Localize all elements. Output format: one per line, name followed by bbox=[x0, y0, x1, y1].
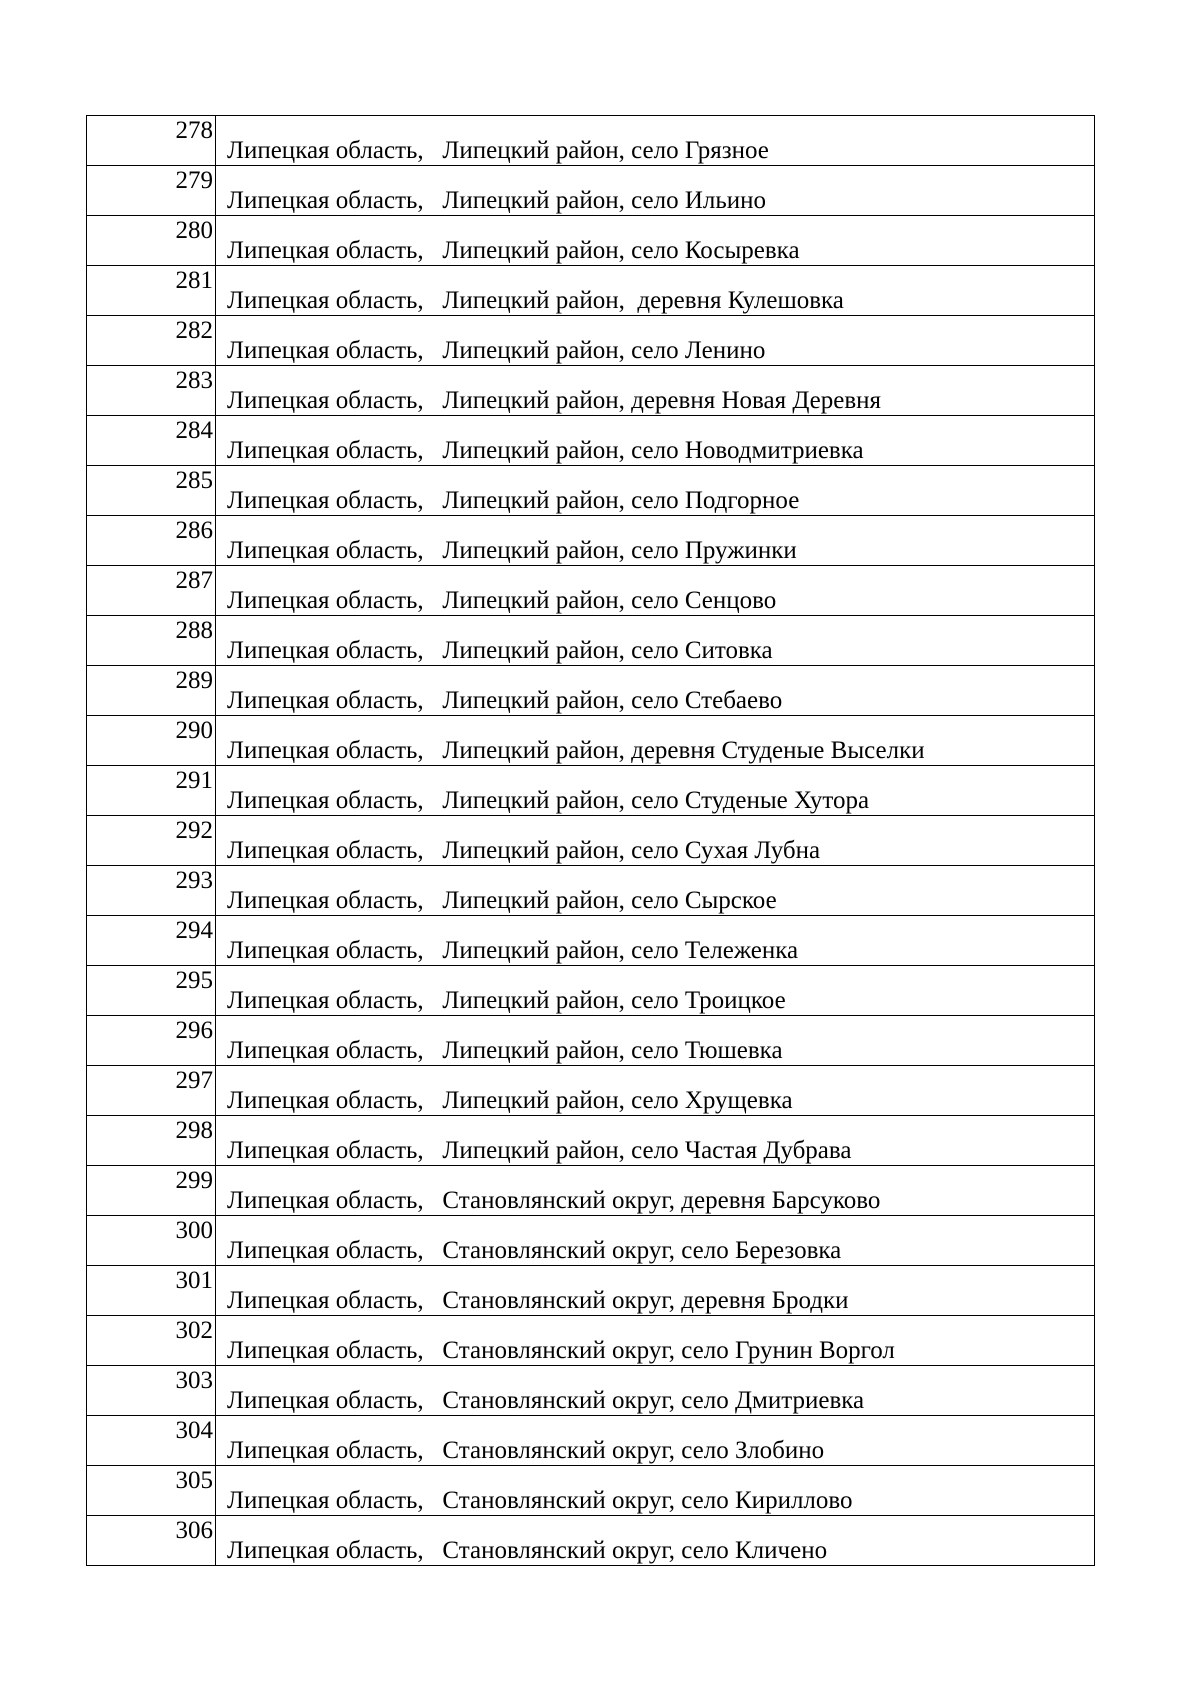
row-number: 305 bbox=[175, 1467, 213, 1494]
settlement-name: Липецкий район, село Косыревка bbox=[442, 237, 800, 264]
table-row bbox=[87, 1416, 1095, 1466]
row-number-cell bbox=[87, 1366, 216, 1416]
row-number-cell bbox=[87, 916, 216, 966]
row-number-cell bbox=[87, 616, 216, 666]
region-name: Липецкая область, bbox=[227, 1337, 424, 1364]
region-name: Липецкая область, bbox=[227, 237, 424, 264]
row-number: 287 bbox=[175, 567, 213, 594]
location-cell bbox=[216, 1516, 1095, 1566]
location-text bbox=[227, 887, 777, 915]
row-number-cell bbox=[87, 1216, 216, 1266]
row-number: 279 bbox=[175, 167, 213, 194]
region-name: Липецкая область, bbox=[227, 1237, 424, 1264]
row-number-cell bbox=[87, 466, 216, 516]
row-number: 288 bbox=[175, 617, 213, 644]
table-row bbox=[87, 566, 1095, 616]
row-number: 296 bbox=[175, 1017, 213, 1044]
row-number-cell bbox=[87, 316, 216, 366]
settlement-name: Липецкий район, село Хрущевка bbox=[442, 1087, 793, 1114]
region-name: Липецкая область, bbox=[227, 1487, 424, 1514]
table-row bbox=[87, 716, 1095, 766]
row-number-cell bbox=[87, 666, 216, 716]
region-name: Липецкая область, bbox=[227, 1037, 424, 1064]
settlement-name: Становлянский округ, деревня Барсуково bbox=[442, 1187, 881, 1214]
location-text bbox=[227, 287, 844, 315]
location-cell bbox=[216, 1316, 1095, 1366]
settlement-name: Липецкий район, село Ситовка bbox=[442, 637, 773, 664]
location-text bbox=[227, 337, 765, 365]
region-name: Липецкая область, bbox=[227, 637, 424, 664]
region-name: Липецкая область, bbox=[227, 687, 424, 714]
settlement-name: Липецкий район, село Ильино bbox=[442, 187, 767, 214]
table-row bbox=[87, 1016, 1095, 1066]
row-number-cell bbox=[87, 516, 216, 566]
table-body bbox=[87, 116, 1095, 1566]
location-text bbox=[227, 437, 864, 465]
region-name: Липецкая область, bbox=[227, 887, 424, 914]
region-name: Липецкая область, bbox=[227, 937, 424, 964]
settlement-name: Липецкий район, село Сухая Лубна bbox=[442, 837, 821, 864]
table-row bbox=[87, 516, 1095, 566]
row-number-cell bbox=[87, 766, 216, 816]
region-name: Липецкая область, bbox=[227, 1537, 424, 1564]
location-cell bbox=[216, 1366, 1095, 1416]
region-name: Липецкая область, bbox=[227, 987, 424, 1014]
table-row bbox=[87, 766, 1095, 816]
row-number: 282 bbox=[175, 317, 213, 344]
region-name: Липецкая область, bbox=[227, 537, 424, 564]
location-text bbox=[227, 1487, 853, 1515]
row-number-cell bbox=[87, 216, 216, 266]
region-name: Липецкая область, bbox=[227, 137, 424, 164]
location-cell bbox=[216, 316, 1095, 366]
row-number: 298 bbox=[175, 1117, 213, 1144]
settlements-table bbox=[86, 115, 1095, 1566]
settlement-name: Липецкий район, село Тележенка bbox=[442, 937, 799, 964]
region-name: Липецкая область, bbox=[227, 337, 424, 364]
location-cell bbox=[216, 1266, 1095, 1316]
row-number: 302 bbox=[175, 1317, 213, 1344]
table-row bbox=[87, 666, 1095, 716]
location-cell bbox=[216, 1416, 1095, 1466]
settlement-name: Липецкий район, село Стебаево bbox=[442, 687, 783, 714]
region-name: Липецкая область, bbox=[227, 187, 424, 214]
region-name: Липецкая область, bbox=[227, 1137, 424, 1164]
location-cell bbox=[216, 966, 1095, 1016]
row-number-cell bbox=[87, 566, 216, 616]
settlement-name: Становлянский округ, село Березовка bbox=[442, 1237, 842, 1264]
row-number-cell bbox=[87, 366, 216, 416]
settlement-name: Становлянский округ, село Злобино bbox=[442, 1437, 825, 1464]
row-number-cell bbox=[87, 1466, 216, 1516]
settlement-name: Липецкий район, деревня Новая Деревня bbox=[442, 387, 882, 414]
location-cell bbox=[216, 1016, 1095, 1066]
location-text bbox=[227, 1537, 827, 1565]
table-row bbox=[87, 466, 1095, 516]
row-number: 300 bbox=[175, 1217, 213, 1244]
row-number-cell bbox=[87, 1166, 216, 1216]
location-cell bbox=[216, 566, 1095, 616]
location-cell bbox=[216, 116, 1095, 166]
settlement-name: Липецкий район, село Ленино bbox=[442, 337, 766, 364]
table-row bbox=[87, 1166, 1095, 1216]
row-number: 280 bbox=[175, 217, 213, 244]
row-number-cell bbox=[87, 116, 216, 166]
location-text bbox=[227, 837, 820, 865]
location-text bbox=[227, 1237, 841, 1265]
location-text bbox=[227, 387, 881, 415]
row-number: 295 bbox=[175, 967, 213, 994]
row-number-cell bbox=[87, 1266, 216, 1316]
location-text bbox=[227, 1037, 783, 1065]
row-number-cell bbox=[87, 866, 216, 916]
row-number-cell bbox=[87, 1416, 216, 1466]
row-number-cell bbox=[87, 716, 216, 766]
location-cell bbox=[216, 366, 1095, 416]
location-cell bbox=[216, 616, 1095, 666]
region-name: Липецкая область, bbox=[227, 437, 424, 464]
region-name: Липецкая область, bbox=[227, 587, 424, 614]
row-number: 301 bbox=[175, 1267, 213, 1294]
region-name: Липецкая область, bbox=[227, 1437, 424, 1464]
table-row bbox=[87, 1316, 1095, 1366]
table-row bbox=[87, 916, 1095, 966]
location-text bbox=[227, 487, 799, 515]
location-cell bbox=[216, 666, 1095, 716]
row-number: 284 bbox=[175, 417, 213, 444]
settlement-name: Липецкий район, село Сырское bbox=[442, 887, 777, 914]
region-name: Липецкая область, bbox=[227, 1387, 424, 1414]
location-cell bbox=[216, 516, 1095, 566]
row-number-cell bbox=[87, 966, 216, 1016]
location-cell bbox=[216, 1166, 1095, 1216]
row-number: 303 bbox=[175, 1367, 213, 1394]
row-number: 291 bbox=[175, 767, 213, 794]
region-name: Липецкая область, bbox=[227, 737, 424, 764]
table-row bbox=[87, 1266, 1095, 1316]
row-number: 281 bbox=[175, 267, 213, 294]
table-row bbox=[87, 316, 1095, 366]
settlement-name: Липецкий район, село Тюшевка bbox=[442, 1037, 783, 1064]
location-text bbox=[227, 1387, 864, 1415]
table-row bbox=[87, 366, 1095, 416]
location-cell bbox=[216, 266, 1095, 316]
row-number: 289 bbox=[175, 667, 213, 694]
settlement-name: Липецкий район, село Пружинки bbox=[442, 537, 797, 564]
location-text bbox=[227, 637, 773, 665]
row-number: 299 bbox=[175, 1167, 213, 1194]
location-text bbox=[227, 537, 797, 565]
location-text bbox=[227, 737, 925, 765]
row-number-cell bbox=[87, 1516, 216, 1566]
settlement-name: Становлянский округ, село Кириллово bbox=[442, 1487, 853, 1514]
table-row bbox=[87, 166, 1095, 216]
table-row bbox=[87, 616, 1095, 666]
row-number-cell bbox=[87, 1016, 216, 1066]
settlement-name: Становлянский округ, село Дмитриевка bbox=[442, 1387, 865, 1414]
row-number-cell bbox=[87, 816, 216, 866]
region-name: Липецкая область, bbox=[227, 1287, 424, 1314]
location-text bbox=[227, 687, 782, 715]
location-text bbox=[227, 787, 869, 815]
row-number: 293 bbox=[175, 867, 213, 894]
row-number-cell bbox=[87, 1066, 216, 1116]
location-text bbox=[227, 1337, 895, 1365]
settlement-name: Липецкий район, село Троицкое bbox=[442, 987, 786, 1014]
row-number: 297 bbox=[175, 1067, 213, 1094]
table-row bbox=[87, 416, 1095, 466]
location-text bbox=[227, 1287, 849, 1315]
settlement-name: Липецкий район, село Подгорное bbox=[442, 487, 800, 514]
region-name: Липецкая область, bbox=[227, 287, 424, 314]
region-name: Липецкая область, bbox=[227, 787, 424, 814]
row-number: 278 bbox=[175, 117, 213, 144]
row-number-cell bbox=[87, 1116, 216, 1166]
settlement-name: Становлянский округ, село Грунин Воргол bbox=[442, 1337, 895, 1364]
location-cell bbox=[216, 1066, 1095, 1116]
table-row bbox=[87, 1366, 1095, 1416]
region-name: Липецкая область, bbox=[227, 1087, 424, 1114]
region-name: Липецкая область, bbox=[227, 837, 424, 864]
row-number: 306 bbox=[175, 1517, 213, 1544]
settlement-name: Липецкий район, село Сенцово bbox=[442, 587, 777, 614]
region-name: Липецкая область, bbox=[227, 487, 424, 514]
location-text bbox=[227, 987, 786, 1015]
row-number: 304 bbox=[175, 1417, 213, 1444]
row-number: 290 bbox=[175, 717, 213, 744]
location-cell bbox=[216, 816, 1095, 866]
table-row bbox=[87, 1516, 1095, 1566]
location-cell bbox=[216, 416, 1095, 466]
row-number: 285 bbox=[175, 467, 213, 494]
table-row bbox=[87, 816, 1095, 866]
settlement-name: Липецкий район, село Частая Дубрава bbox=[442, 1137, 852, 1164]
settlement-name: Липецкий район, село Грязное bbox=[442, 137, 769, 164]
row-number: 292 bbox=[175, 817, 213, 844]
location-text bbox=[227, 1137, 851, 1165]
region-name: Липецкая область, bbox=[227, 1187, 424, 1214]
settlement-name: Становлянский округ, село Кличено bbox=[442, 1537, 828, 1564]
table-row bbox=[87, 266, 1095, 316]
table-row bbox=[87, 1116, 1095, 1166]
location-text bbox=[227, 1437, 824, 1465]
table-row bbox=[87, 216, 1095, 266]
location-text bbox=[227, 587, 776, 615]
table-row bbox=[87, 1216, 1095, 1266]
row-number: 283 bbox=[175, 367, 213, 394]
location-cell bbox=[216, 866, 1095, 916]
settlement-name: Липецкий район, село Студеные Хутора bbox=[442, 787, 870, 814]
settlement-name: Становлянский округ, деревня Бродки bbox=[442, 1287, 849, 1314]
location-cell bbox=[216, 166, 1095, 216]
location-cell bbox=[216, 1116, 1095, 1166]
settlement-name: Липецкий район, село Новодмитриевка bbox=[442, 437, 864, 464]
location-text bbox=[227, 937, 798, 965]
location-cell bbox=[216, 716, 1095, 766]
location-cell bbox=[216, 1216, 1095, 1266]
location-text bbox=[227, 1187, 880, 1215]
location-text bbox=[227, 237, 800, 265]
row-number: 286 bbox=[175, 517, 213, 544]
table-row bbox=[87, 1066, 1095, 1116]
location-cell bbox=[216, 766, 1095, 816]
location-cell bbox=[216, 1466, 1095, 1516]
settlement-name: Липецкий район, деревня Кулешовка bbox=[442, 287, 844, 314]
table-row bbox=[87, 966, 1095, 1016]
location-text bbox=[227, 1087, 793, 1115]
location-cell bbox=[216, 916, 1095, 966]
location-cell bbox=[216, 466, 1095, 516]
table-row bbox=[87, 116, 1095, 166]
settlement-name: Липецкий район, деревня Студеные Выселки bbox=[442, 737, 925, 764]
location-text bbox=[227, 137, 769, 165]
row-number-cell bbox=[87, 416, 216, 466]
row-number: 294 bbox=[175, 917, 213, 944]
table-row bbox=[87, 866, 1095, 916]
row-number-cell bbox=[87, 1316, 216, 1366]
location-text bbox=[227, 187, 766, 215]
region-name: Липецкая область, bbox=[227, 387, 424, 414]
location-cell bbox=[216, 216, 1095, 266]
row-number-cell bbox=[87, 266, 216, 316]
table-row bbox=[87, 1466, 1095, 1516]
row-number-cell bbox=[87, 166, 216, 216]
